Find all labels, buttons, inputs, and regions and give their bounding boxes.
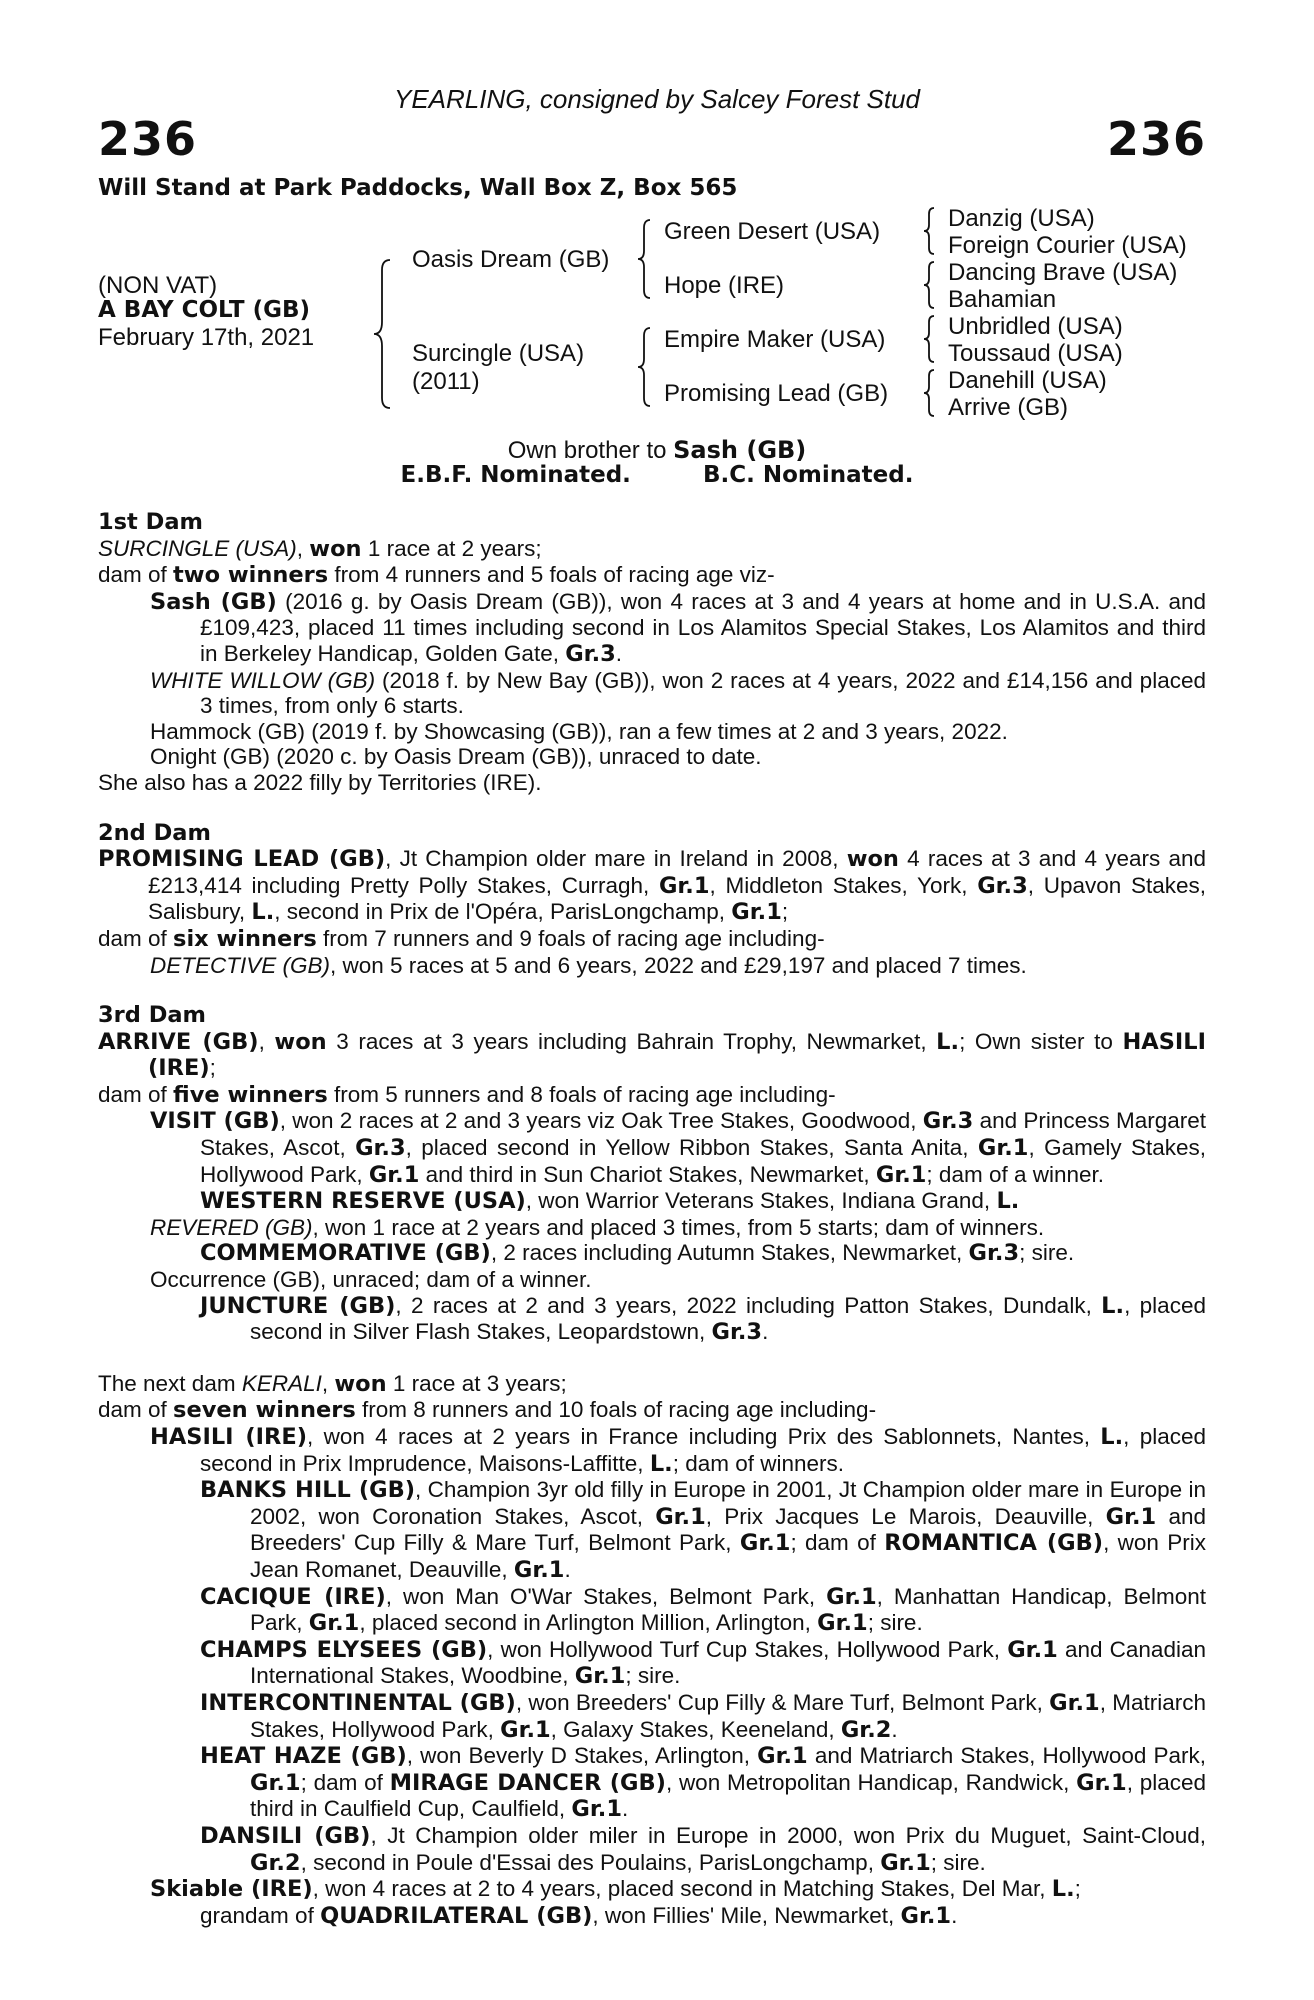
vat-status: (NON VAT) xyxy=(98,272,218,299)
grandsire-3: Dancing Brave (USA) xyxy=(948,259,1178,286)
produce-hasili: HASILI (IRE), won 4 races at 2 years in France including Prix des Sablonnets, Nantes, L., placed second in Prix Imprudence, Maisons-Laffitte, L.; dam of winners. xyxy=(150,1424,1207,1477)
lot-number-left: 236 xyxy=(98,112,198,166)
next-dam-line: The next dam KERALI, won 1 race at 3 years; xyxy=(98,1370,567,1397)
brace-g4 xyxy=(922,368,936,418)
brace-dam xyxy=(636,326,652,408)
produce-skiable: Skiable (IRE), won 4 races at 2 to 4 years, placed second in Matching Stakes, Del Mar, L.; xyxy=(150,1876,1081,1903)
dam: Surcingle (USA) xyxy=(412,340,585,367)
bc-nominated: B.C. Nominated. xyxy=(702,462,914,488)
brace-main xyxy=(372,258,392,410)
produce-intercontinental: INTERCONTINENTAL (GB), won Breeders' Cup Filly & Mare Turf, Belmont Park, Gr.1, Matriarch Stakes, Hollywood Park, Gr.1, Galaxy Stakes, Keeneland, Gr.2. xyxy=(200,1689,1206,1743)
produce-hammock: Hammock (GB) (2019 f. by Showcasing (GB)), ran a few times at 2 and 3 years, 2022. xyxy=(150,718,1008,744)
dam-dam: Promising Lead (GB) xyxy=(664,380,889,407)
produce-champs-elysees: CHAMPS ELYSEES (GB), won Hollywood Turf Cup Stakes, Hollywood Park, Gr.1 and Canadian International Stakes, Woodbine, Gr.1; sire. xyxy=(200,1636,1206,1690)
third-dam-line: ARRIVE (GB), won 3 races at 3 years including Bahrain Trophy, Newmarket, L.; Own sister to HASILI (IRE); xyxy=(98,1028,1206,1082)
dam-year: (2011) xyxy=(412,368,480,395)
produce-visit: VISIT (GB), won 2 races at 2 and 3 years viz Oak Tree Stakes, Goodwood, Gr.3 and Princess Margaret Stakes, Ascot, Gr.3, placed second in Yellow Ribbon Stakes, Santa Anita, Gr.1, Gamely Stakes, Hollywood Park, Gr.1 and third in Sun Chariot Stakes, Newmarket, Gr.1; dam of a winner. xyxy=(150,1108,1206,1188)
produce-detective: DETECTIVE (GB), won 5 races at 5 and 6 years, 2022 and £29,197 and placed 7 times. xyxy=(150,952,1027,978)
brace-g1 xyxy=(922,206,936,256)
produce-onight: Onight (GB) (2020 c. by Oasis Dream (GB)), unraced to date. xyxy=(150,744,762,770)
lot-number-right: 236 xyxy=(1106,112,1206,166)
brace-g3 xyxy=(922,314,936,364)
third-dam-produce: dam of five winners from 5 runners and 8 foals of racing age including- xyxy=(98,1081,836,1108)
first-dam-line: SURCINGLE (USA), won 1 race at 2 years; xyxy=(98,535,542,562)
produce-western-reserve: WESTERN RESERVE (USA), won Warrior Veterans Stakes, Indiana Grand, L. xyxy=(200,1188,1020,1215)
ebf-nominated: E.B.F. Nominated. xyxy=(400,462,631,488)
produce-white-willow: WHITE WILLOW (GB) (2018 f. by New Bay (GB)), won 2 races at 4 years, 2022 and £14,156 and placed 3 times, from only 6 starts. xyxy=(150,667,1206,719)
produce-juncture: JUNCTURE (GB), 2 races at 2 and 3 years, 2022 including Patton Stakes, Dundalk, L., placed second in Silver Flash Stakes, Leopardstown, Gr.3. xyxy=(200,1292,1206,1346)
nominations-line xyxy=(0,462,1314,488)
first-dam-produce: dam of two winners from 4 runners and 5 foals of racing age viz- xyxy=(98,562,775,589)
grandsire-6: Toussaud (USA) xyxy=(948,340,1123,367)
foaling-date: February 17th, 2021 xyxy=(98,324,315,351)
second-dam-produce: dam of six winners from 7 runners and 9 foals of racing age including- xyxy=(98,925,825,952)
produce-revered: REVERED (GB), won 1 race at 2 years and placed 3 times, from 5 starts; dam of winners. xyxy=(150,1214,1045,1240)
produce-dansili: DANSILI (GB), Jt Champion older miler in Europe in 2000, won Prix du Muguet, Saint-Cloud, Gr.2, second in Poule d'Essai des Poulains, ParisLongchamp, Gr.1; sire. xyxy=(200,1822,1206,1876)
produce-occurrence: Occurrence (GB), unraced; dam of a winner. xyxy=(150,1267,592,1293)
produce-commemorative: COMMEMORATIVE (GB), 2 races including Autumn Stakes, Newmarket, Gr.3; sire. xyxy=(200,1240,1075,1267)
catalogue-text xyxy=(98,510,1206,1929)
grandsire-7: Danehill (USA) xyxy=(948,367,1107,394)
consignor-line: YEARLING, consigned by Salcey Forest Stud xyxy=(393,84,921,114)
produce-heat-haze: HEAT HAZE (GB), won Beverly D Stakes, Arlington, Gr.1 and Matriarch Stakes, Hollywood Park, Gr.1; dam of MIRAGE DANCER (GB), won Metropolitan Handicap, Randwick, Gr.1, placed third in Caulfield Cup, Caulfield, Gr.1. xyxy=(200,1743,1207,1823)
brace-g2 xyxy=(922,260,936,310)
produce-cacique: CACIQUE (IRE), won Man O'War Stakes, Belmont Park, Gr.1, Manhattan Handicap, Belmont Park, Gr.1, placed second in Arlington Million, Arlington, Gr.1; sire. xyxy=(200,1583,1206,1637)
grandsire-1: Danzig (USA) xyxy=(948,205,1095,232)
grandsire-2: Foreign Courier (USA) xyxy=(948,232,1187,259)
produce-banks-hill: BANKS HILL (GB), Champion 3yr old filly in Europe in 2001, Jt Champion older mare in Europe in 2002, won Coronation Stakes, Ascot, Gr.1, Prix Jacques Le Marois, Deauville, Gr.1 and Breeders' Cup Filly & Mare Turf, Belmont Park, Gr.1; dam of ROMANTICA (GB), won Prix Jean Romanet, Deauville, Gr.1. xyxy=(200,1477,1207,1583)
own-brother-line: Own brother to Sash (GB) xyxy=(507,436,807,464)
first-dam-heading: 1st Dam xyxy=(98,509,203,535)
stand-location: Will Stand at Park Paddocks, Wall Box Z, Box 565 xyxy=(98,175,738,201)
brother-name: Sash (GB) xyxy=(673,436,807,464)
dam-sire: Empire Maker (USA) xyxy=(664,326,886,353)
grandsire-8: Arrive (GB) xyxy=(948,394,1068,421)
second-dam-line: PROMISING LEAD (GB), Jt Champion older mare in Ireland in 2008, won 4 races at 3 and 4 years and £213,414 including Pretty Polly Stakes, Curragh, Gr.1, Middleton Stakes, York, Gr.3, Upavon Stakes, Salisbury, L., second in Prix de l'Opéra, ParisLongchamp, Gr.1; xyxy=(98,846,1206,926)
next-dam-produce: dam of seven winners from 8 runners and 10 foals of racing age including- xyxy=(98,1397,877,1424)
grandsire-4: Bahamian xyxy=(948,286,1057,313)
grandsire-5: Unbridled (USA) xyxy=(948,313,1123,340)
produce-filly: She also has a 2022 filly by Territories (IRE). xyxy=(98,769,542,795)
sire-dam: Hope (IRE) xyxy=(664,272,785,299)
third-dam-heading: 3rd Dam xyxy=(98,1002,206,1029)
sire: Oasis Dream (GB) xyxy=(412,246,610,273)
produce-sash: Sash (GB) (2016 g. by Oasis Dream (GB)), won 4 races at 3 and 4 years at home and in U.S.A. and £109,423, placed 11 times including second in Los Alamitos Special Stakes, Los Alamitos and third in Berkeley Handicap, Golden Gate, Gr.3. xyxy=(150,588,1206,667)
lot-title: A BAY COLT (GB) xyxy=(98,297,311,323)
second-dam-heading: 2nd Dam xyxy=(98,819,211,846)
produce-skiable-grandam: grandam of QUADRILATERAL (GB), won Fillies' Mile, Newmarket, Gr.1. xyxy=(200,1902,958,1929)
sire-sire: Green Desert (USA) xyxy=(664,218,881,245)
brace-sire xyxy=(636,218,652,300)
